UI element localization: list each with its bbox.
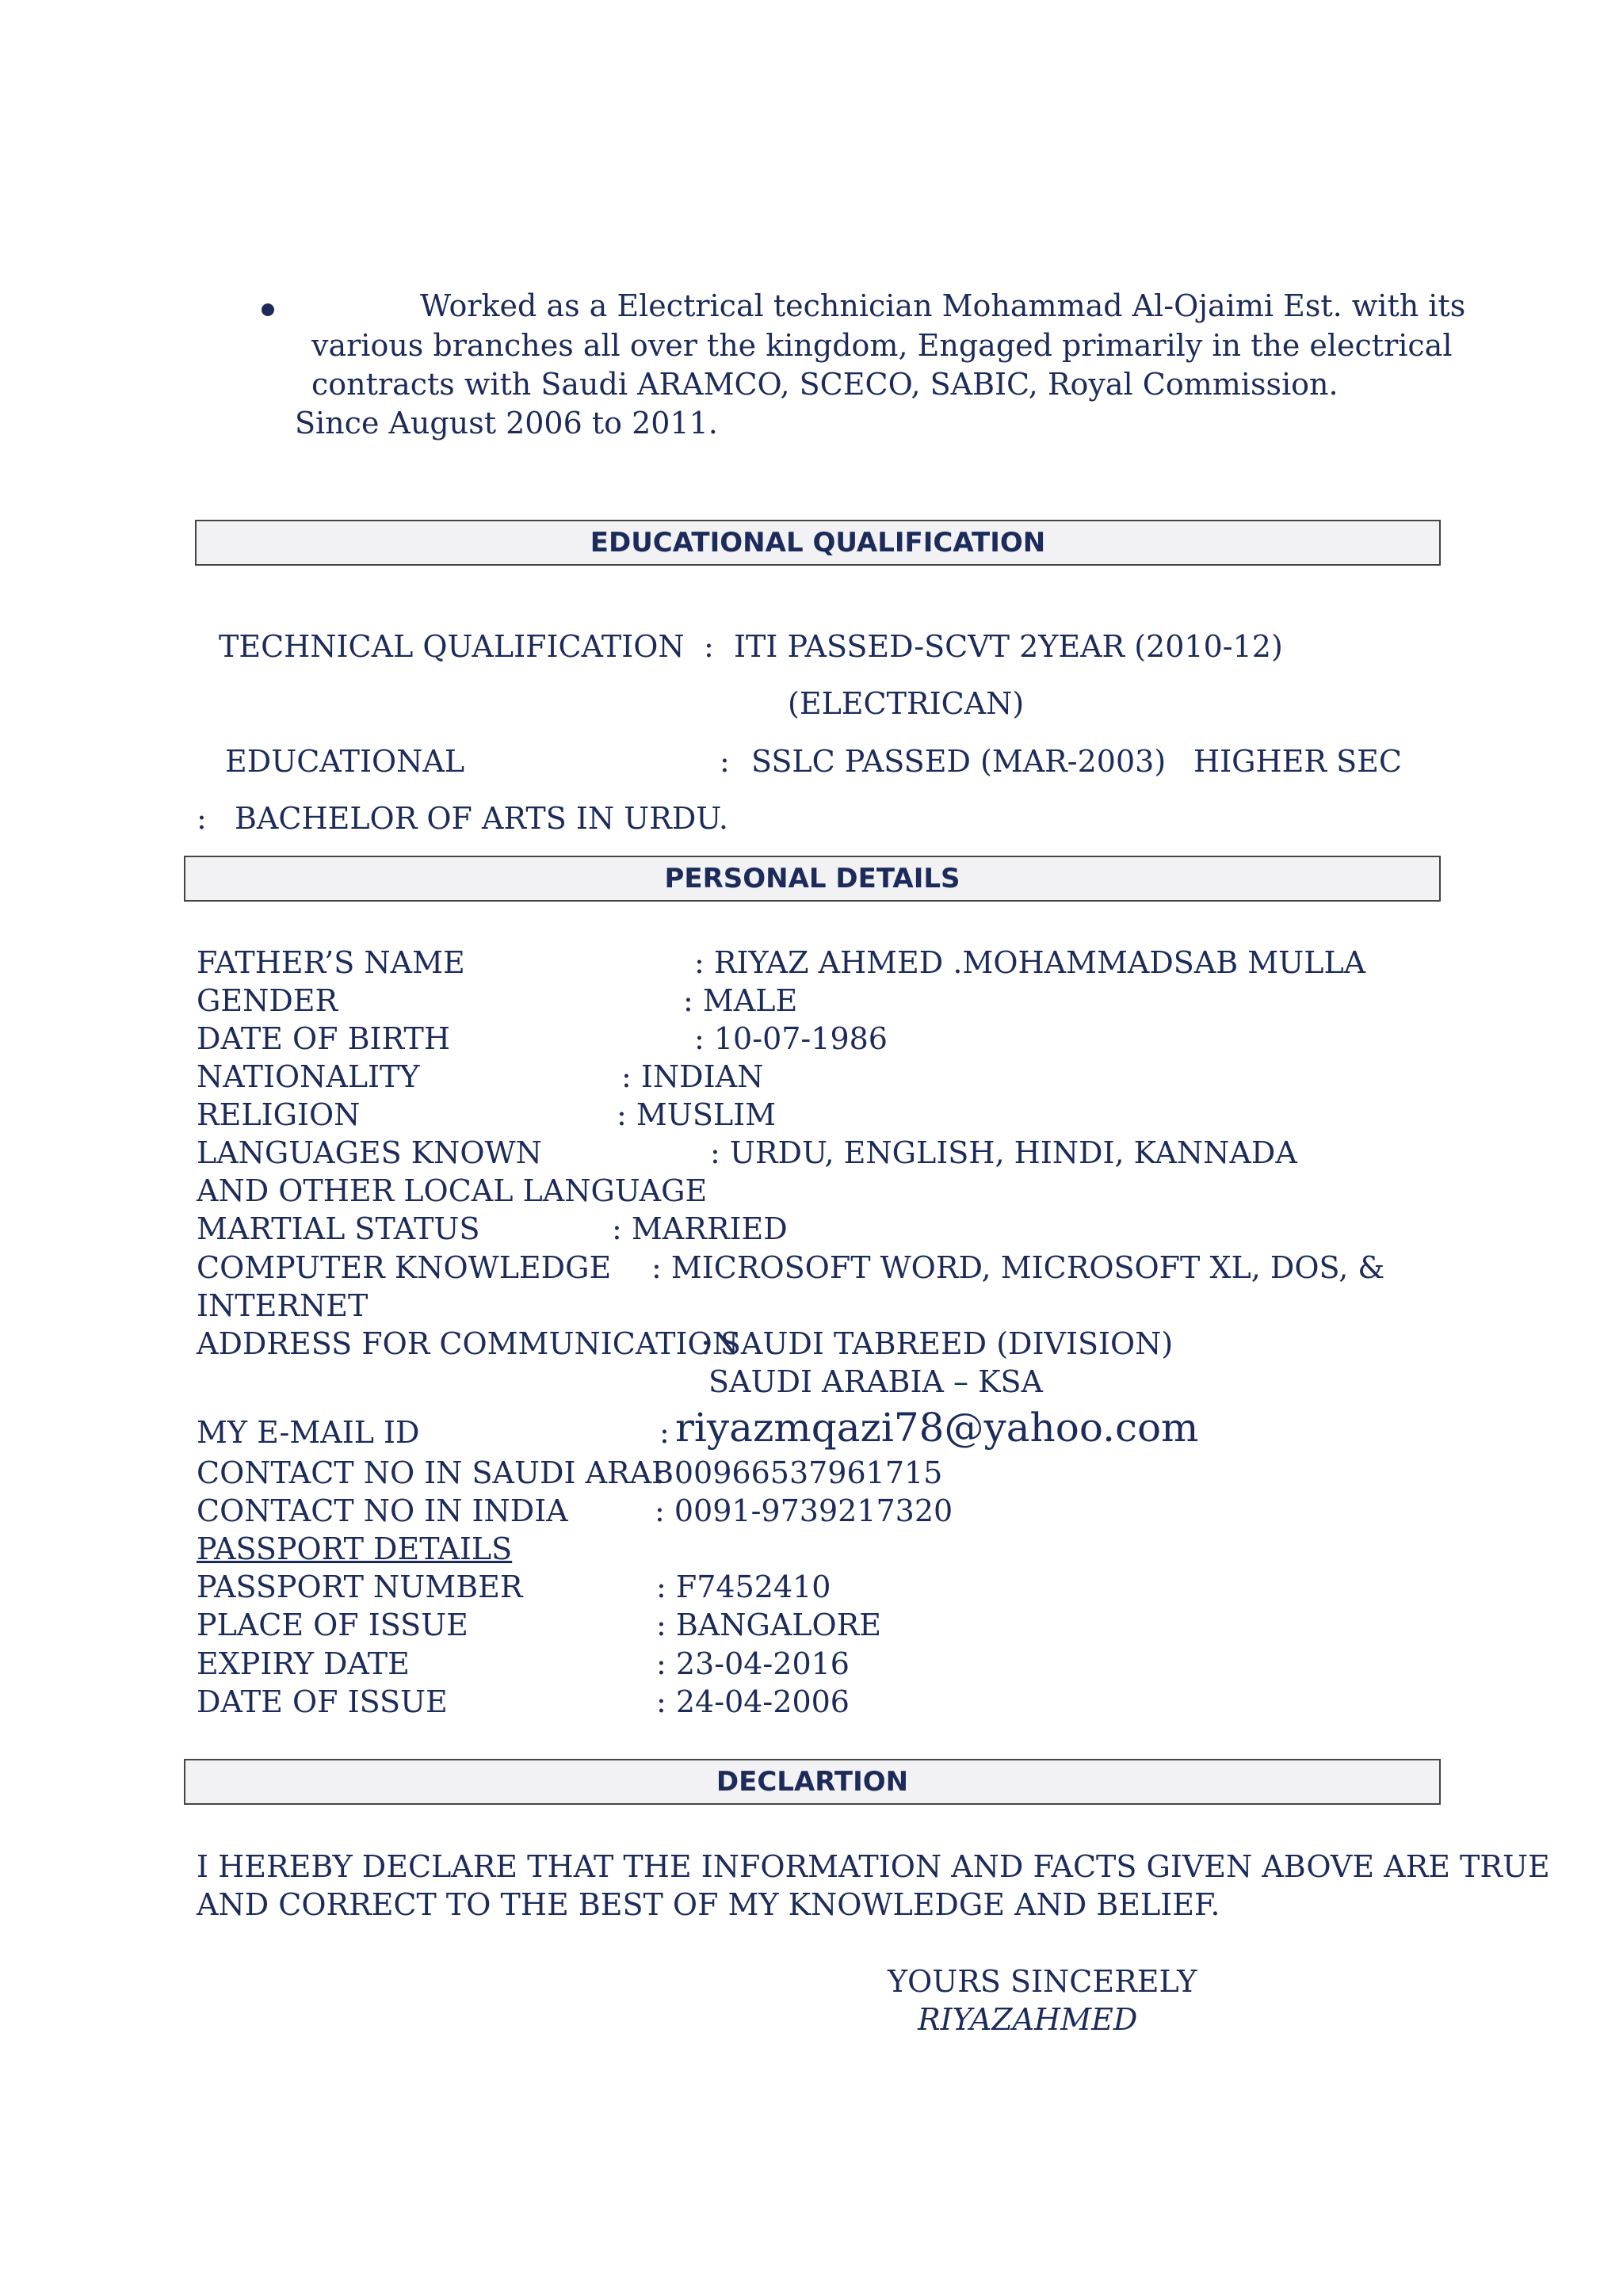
educational-label: EDUCATIONAL — [225, 744, 465, 779]
higher-sec-value: BACHELOR OF ARTS IN URDU. — [235, 801, 728, 836]
declaration-line-2: AND CORRECT TO THE BEST OF MY KNOWLEDGE AND BELIEF. — [197, 1887, 1220, 1922]
declaration-heading: DECLARTION — [716, 1766, 909, 1798]
experience-line-3: contracts with Saudi ARAMCO, SCECO, SABIC, Royal Commission. — [311, 367, 1338, 402]
email-value: riyazmqazi78@yahoo.com — [675, 1405, 1199, 1451]
experience-period: Since August 2006 to 2011. — [295, 406, 718, 441]
experience-line-2: various branches all over the kingdom, Engaged primarily in the electrical — [311, 328, 1453, 363]
date-of-issue-label: DATE OF ISSUE — [197, 1684, 448, 1719]
passport-number-label: PASSPORT NUMBER — [197, 1569, 523, 1604]
educational-value: SSLC PASSED (MAR-2003) — [751, 744, 1167, 779]
computer-knowledge-continued: INTERNET — [197, 1288, 369, 1323]
place-of-issue-label: PLACE OF ISSUE — [197, 1608, 468, 1642]
dob-label: DATE OF BIRTH — [197, 1021, 450, 1056]
languages-label: LANGUAGES KNOWN — [197, 1135, 542, 1170]
declaration-line-1: I HEREBY DECLARE THAT THE INFORMATION AND FACTS GIVEN ABOVE ARE TRUE — [197, 1849, 1550, 1884]
address-continued: SAUDI ARABIA – KSA — [708, 1364, 1043, 1399]
computer-knowledge-value: : MICROSOFT WORD, MICROSOFT XL, DOS, & — [651, 1250, 1385, 1285]
address-value: : SAUDI TABREED (DIVISION) — [701, 1326, 1174, 1361]
personal-section-header — [184, 856, 1441, 902]
fathers-name-label: FATHER’S NAME — [197, 945, 465, 980]
personal-heading: PERSONAL DETAILS — [664, 863, 960, 894]
date-of-issue-value: : 24-04-2006 — [656, 1684, 850, 1719]
technical-qualification-separator: : — [704, 629, 714, 664]
fathers-name-value: : RIYAZ AHMED .MOHAMMADSAB MULLA — [694, 945, 1366, 980]
higher-sec-separator: : — [197, 801, 207, 836]
technical-qualification-value: ITI PASSED-SCVT 2YEAR (2010-12) — [734, 629, 1283, 664]
signature-name: RIYAZAHMED — [918, 2002, 1138, 2037]
education-section-header — [195, 520, 1441, 566]
religion-label: RELIGION — [197, 1097, 361, 1132]
education-heading: EDUCATIONAL QUALIFICATION — [590, 527, 1046, 559]
dob-value: : 10-07-1986 — [694, 1021, 888, 1056]
marital-status-label: MARTIAL STATUS — [197, 1211, 480, 1246]
technical-qualification-trade: (ELECTRICAN) — [788, 686, 1025, 721]
contact-saudi-value: : 00966537961715 — [655, 1455, 943, 1490]
email-separator: : — [659, 1415, 670, 1450]
expiry-date-value: : 23-04-2016 — [656, 1646, 850, 1681]
declaration-section-header — [184, 1759, 1441, 1805]
passport-heading: PASSPORT DETAILS — [197, 1531, 513, 1566]
marital-status-value: : MARRIED — [612, 1211, 788, 1246]
religion-value: : MUSLIM — [617, 1097, 777, 1132]
email-label: MY E-MAIL ID — [197, 1415, 420, 1450]
passport-number-value: : F7452410 — [656, 1569, 831, 1604]
experience-line-1: Worked as a Electrical technician Mohammad Al-Ojaimi Est. with its — [420, 288, 1466, 323]
expiry-date-label: EXPIRY DATE — [197, 1646, 410, 1681]
nationality-value: : INDIAN — [621, 1059, 764, 1094]
contact-india-label: CONTACT NO IN INDIA — [197, 1493, 568, 1528]
languages-continued: AND OTHER LOCAL LANGUAGE — [197, 1173, 708, 1208]
languages-value: : URDU, ENGLISH, HINDI, KANNADA — [710, 1135, 1297, 1170]
educational-separator: : — [720, 744, 730, 779]
contact-saudi-label: CONTACT NO IN SAUDI ARAB — [197, 1455, 674, 1490]
technical-qualification-label: TECHNICAL QUALIFICATION — [219, 629, 685, 664]
place-of-issue-value: : BANGALORE — [656, 1608, 882, 1642]
gender-value: : MALE — [683, 983, 798, 1018]
contact-india-value: : 0091-9739217320 — [655, 1493, 953, 1528]
nationality-label: NATIONALITY — [197, 1059, 420, 1094]
higher-sec-label: HIGHER SEC — [1193, 744, 1402, 779]
gender-label: GENDER — [197, 983, 338, 1018]
computer-knowledge-label: COMPUTER KNOWLEDGE — [197, 1250, 612, 1285]
address-label: ADDRESS FOR COMMUNICATION — [197, 1326, 739, 1361]
closing: YOURS SINCERELY — [888, 1964, 1197, 1999]
bullet-icon — [262, 303, 274, 316]
